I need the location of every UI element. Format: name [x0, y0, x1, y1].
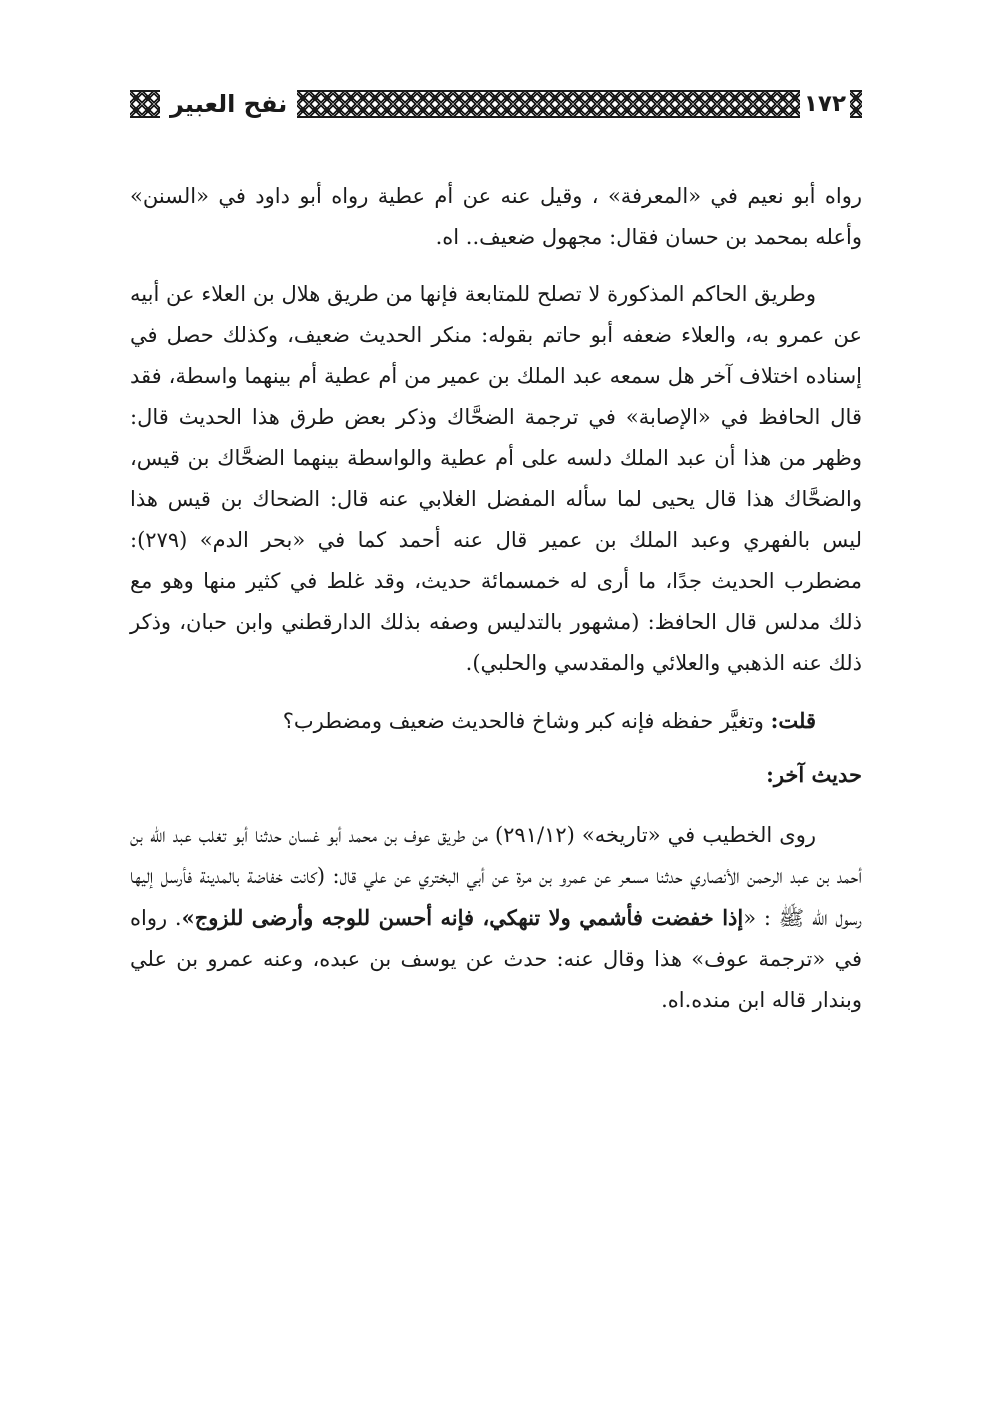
comment-text: وتغيَّر حفظه فإنه كبر وشاخ فالحديث ضعيف ومضطرب؟: [282, 709, 771, 733]
book-title: نفح العبير: [170, 90, 288, 118]
page-header: [130, 86, 862, 122]
paragraph-hadith: [130, 815, 862, 1021]
ornament-band-icon: [297, 90, 800, 118]
comment-label: قلت:: [770, 708, 816, 733]
hadith-commentary: . رواه في «ترجمة عوف» هذا وقال عنه: حدث عن يوسف بن عبده، وعنه عمرو بن علي وبندار قاله ابن منده.اه.: [130, 906, 862, 1012]
paragraph-2: وطريق الحاكم المذكورة لا تصلح للمتابعة فإنها من طريق هلال بن العلاء عن أبيه عن عمرو به، والعلاء ضعفه أبو حاتم بقوله: منكر الحديث ضعيف، وكذلك حصل في إسناده اختلاف آخر هل سمعه عبد الملك بن عمير من أم عطية أم بينهما واسطة، فقد قال الحافظ في «الإصابة» في ترجمة الضحَّاك وذكر بعض طرق هذا الحديث قال: وظهر من هذا أن عبد الملك دلسه على أم عطية والواسطة بينهما الضحَّاك بن قيس، والضحَّاك هذا قال يحيى لما سأله المفضل الغلابي عنه قال: الضحاك بن قيس هذا ليس بالفهري وعبد الملك بن عمير قال عنه أحمد كما في «بحر الدم» (٢٧٩): مضطرب الحديث جدًا، ما أرى له خمسمائة حديث، وقد غلط في كثير منها وهو مع ذلك مدلس قال الحافظ: (مشهور بالتدليس وصفه بذلك الدارقطني وابن حبان، وذكر ذلك عنه الذهبي والعلائي والمقدسي والحلبي).: [130, 282, 862, 675]
page-body: [130, 176, 862, 1021]
hadith-text: إذا خفضت فأشمي ولا تنهكي، فإنه أحسن للوجه وأرضى للزوج»: [181, 905, 744, 930]
page-number: ١٧٢: [803, 91, 846, 117]
paragraph-1: رواه أبو نعيم في «المعرفة» ، وقيل عنه عن أم عطية رواه أبو داود في «السنن» وأعله بمحمد بن حسان فقال: مجهول ضعيف.. اه.: [130, 184, 862, 249]
paragraph-comment: [130, 700, 862, 742]
ornament-right-icon: [850, 90, 862, 118]
section-heading: حديث آخر:: [766, 762, 862, 787]
hadith-intro: روى الخطيب في «تاريخه» (٢٩١/١٢) من طريق عوف بن محمد أبو غسان حدثنا أبو تغلب عبد الله بن أحمد بن عبد الرحمن الأنصاري حدثنا مسعر عن عمرو بن مرة عن أبي البختري عن علي قال: (كانت خفاضة بالمدينة فأرسل إليها رسول الله ﷺ : «: [130, 823, 862, 930]
ornament-left-icon: [130, 90, 160, 118]
